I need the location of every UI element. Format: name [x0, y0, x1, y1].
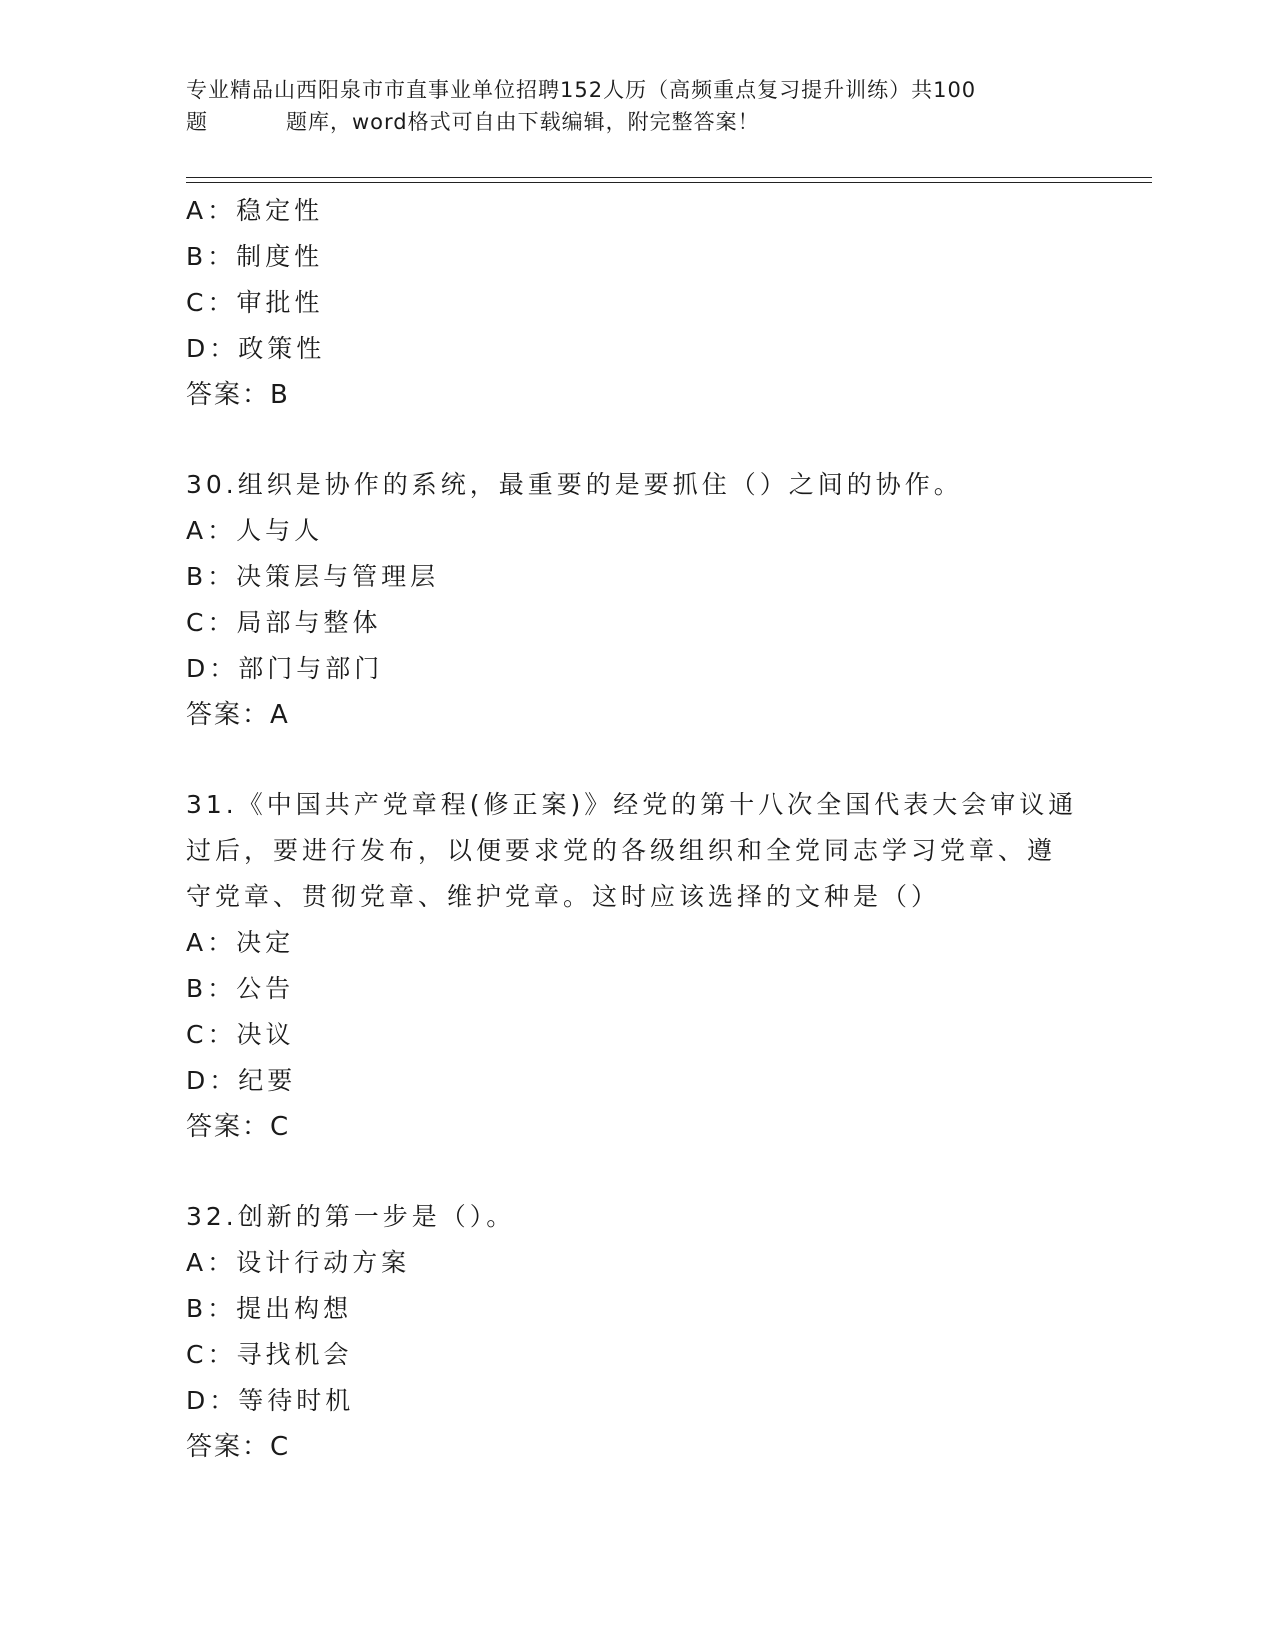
option-d: D：政策性	[186, 334, 326, 363]
question-text-line-3: 守党章、贯彻党章、维护党章。这时应该选择的文种是（）	[186, 882, 941, 911]
question-spacer	[186, 738, 1146, 782]
question-29-block	[186, 188, 1146, 418]
header-title-line-2-lead: 题	[186, 110, 208, 134]
question-30-block	[186, 462, 1146, 738]
option-b: B：公告	[186, 974, 295, 1003]
question-text: 32.创新的第一步是（）。	[186, 1202, 516, 1231]
option-c: C：决议	[186, 1020, 295, 1049]
document-page	[186, 0, 1146, 1650]
option-c: C：局部与整体	[186, 608, 382, 637]
option-d: D：等待时机	[186, 1386, 355, 1415]
document-header	[186, 74, 1086, 138]
answer-line: 答案：C	[186, 1112, 291, 1142]
option-d: D：纪要	[186, 1066, 297, 1095]
option-d: D：部门与部门	[186, 654, 384, 683]
question-text: 30.组织是协作的系统，最重要的是要抓住（）之间的协作。	[186, 470, 963, 499]
answer-line: 答案：C	[186, 1432, 291, 1462]
option-b: B：制度性	[186, 242, 324, 271]
answer-line: 答案：B	[186, 380, 290, 410]
option-c: C：审批性	[186, 288, 324, 317]
question-text-line-1: 31.《中国共产党章程(修正案)》经党的第十八次全国代表大会审议通	[186, 790, 1078, 819]
question-text-line-2: 过后，要进行发布，以便要求党的各级组织和全党同志学习党章、遵	[186, 836, 1057, 865]
option-a: A：设计行动方案	[186, 1248, 411, 1277]
question-31-block	[186, 782, 1146, 1150]
question-32-block	[186, 1194, 1146, 1470]
header-divider-bottom	[186, 182, 1152, 183]
header-title-line-2-rest: 题库，word格式可自由下载编辑，附完整答案！	[286, 110, 760, 134]
header-title-line-2	[186, 106, 1086, 138]
option-b: B：提出构想	[186, 1294, 353, 1323]
header-divider-top	[186, 177, 1152, 178]
option-a: A：决定	[186, 928, 295, 957]
option-a: A：人与人	[186, 516, 324, 545]
option-c: C：寻找机会	[186, 1340, 353, 1369]
question-list	[186, 188, 1146, 1470]
question-spacer	[186, 418, 1146, 462]
answer-line: 答案：A	[186, 700, 290, 730]
option-b: B：决策层与管理层	[186, 562, 440, 591]
header-title-line-1: 专业精品山西阳泉市市直事业单位招聘152人历（高频重点复习提升训练）共100	[186, 78, 977, 102]
question-spacer	[186, 1150, 1146, 1194]
option-a: A：稳定性	[186, 196, 324, 225]
